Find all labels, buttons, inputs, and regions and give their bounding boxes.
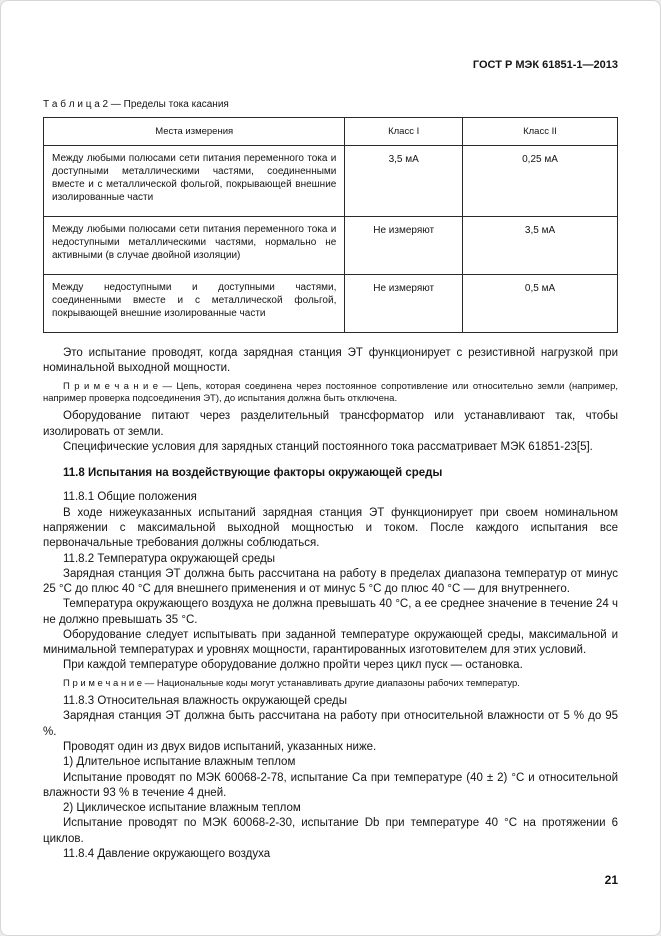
table-row: [44, 146, 618, 217]
paragraph: Специфические условия для зарядных станций постоянного тока рассматривает МЭК 61851-23[5].: [63, 440, 593, 453]
paragraph: Оборудование следует испытывать при заданной температуре окружающей среды, максимальной и минимальной температурах и уровнях мощности, гарантированных изготовителем для этих условий.: [43, 628, 618, 657]
paragraph: Температура окружающего воздуха не должна превышать 40 °С, а ее среднее значение в течение 24 ч не должно превышать 35 °С.: [43, 598, 618, 626]
paragraph: 11.8.2 Температура окружающей среды: [63, 552, 276, 565]
cell-place: Между недоступными и доступными частями, соединенными вместе и с металлической фольгой, покрывающей внешние изолированные части: [44, 275, 345, 333]
paragraph: 1) Длительное испытание влажным теплом: [63, 756, 296, 769]
cell-place: Между любыми полюсами сети питания переменного тока и недоступными металлическими частями, нормально не активными (в случае двойной изоляции): [44, 217, 345, 275]
column-header-class1: Класс I: [345, 118, 463, 146]
cell-class1: 3,5 мА: [345, 146, 463, 217]
table-row: [44, 217, 618, 275]
document-id-header: ГОСТ Р МЭК 61851-1—2013: [472, 59, 618, 71]
paragraph: Испытание проводят по МЭК 60068-2-78, испытание Са при температуре (40 ± 2) °С и относительной влажности 93 % в течение 4 дней.: [43, 771, 618, 799]
paragraph: Зарядная станция ЭТ должна быть рассчитана на работу в пределах диапазона температур от минус 25 °С до плюс 40 °С для внешнего применения и от минус 5 °С до плюс 40 °С — для внутреннего.: [43, 567, 618, 596]
table-caption: Т а б л и ц а 2 — Пределы тока касания: [43, 99, 229, 110]
cell-class1: Не измеряют: [345, 217, 463, 275]
paragraph: Это испытание проводят, когда зарядная станция ЭТ функционирует с резистивной нагрузкой при номинальной выходной мощности.: [43, 347, 618, 375]
cell-place: Между любыми полюсами сети питания переменного тока и доступными металлическими частями, соединенными вместе и с металлической фольгой, покрывающей внешние изолированные части: [44, 146, 345, 217]
paragraph: 11.8.4 Давление окружающего воздуха: [63, 847, 271, 860]
paragraph: Проводят один из двух видов испытаний, указанных ниже.: [63, 740, 377, 753]
table-header-row: [44, 118, 618, 146]
paragraph: Испытание проводят по МЭК 60068-2-30, испытание Db при температуре 40 °С на протяжении 6 циклов.: [43, 817, 618, 845]
cell-class2: 0,25 мА: [463, 146, 618, 217]
body-text: [43, 346, 618, 862]
paragraph: В ходе нижеуказанных испытаний зарядная станция ЭТ функционирует при своем номинальном напряжении с максимальной выходной мощностью и током. После каждого испытания все первоначальные требования должны соблюдаться.: [43, 506, 618, 550]
column-header-class2: Класс II: [463, 118, 618, 146]
page-number: 21: [604, 873, 618, 887]
paragraph: 11.8.3 Относительная влажность окружающей среды: [63, 695, 347, 708]
note-paragraph: П р и м е ч а н и е — Цепь, которая соединена через постоянное сопротивление или относительно земли (например, например проверка подсоединения ЭТ), до испытания должна быть отключена.: [43, 380, 618, 404]
table-row: [44, 275, 618, 333]
touch-current-limits-table: [43, 117, 618, 333]
paragraph: Зарядная станция ЭТ должна быть рассчитана на работу при относительной влажности от 5 % до 95 %.: [43, 710, 618, 738]
cell-class2: 3,5 мА: [463, 217, 618, 275]
cell-class2: 0,5 мА: [463, 275, 618, 333]
paragraph: При каждой температуре оборудование должно пройти через цикл пуск — остановка.: [63, 659, 523, 672]
paragraph: 11.8.1 Общие положения: [63, 491, 197, 504]
column-header-place: Места измерения: [44, 118, 345, 146]
paragraph: 2) Циклическое испытание влажным теплом: [63, 802, 301, 815]
paragraph: Оборудование питают через разделительный трансформатор или устанавливают так, чтобы изолировать от земли.: [43, 410, 618, 438]
section-heading: 11.8 Испытания на воздействующие факторы окружающей среды: [63, 467, 443, 480]
cell-class1: Не измеряют: [345, 275, 463, 333]
note-paragraph: П р и м е ч а н и е — Национальные коды могут устанавливать другие диапазоны рабочих температур.: [63, 677, 520, 689]
